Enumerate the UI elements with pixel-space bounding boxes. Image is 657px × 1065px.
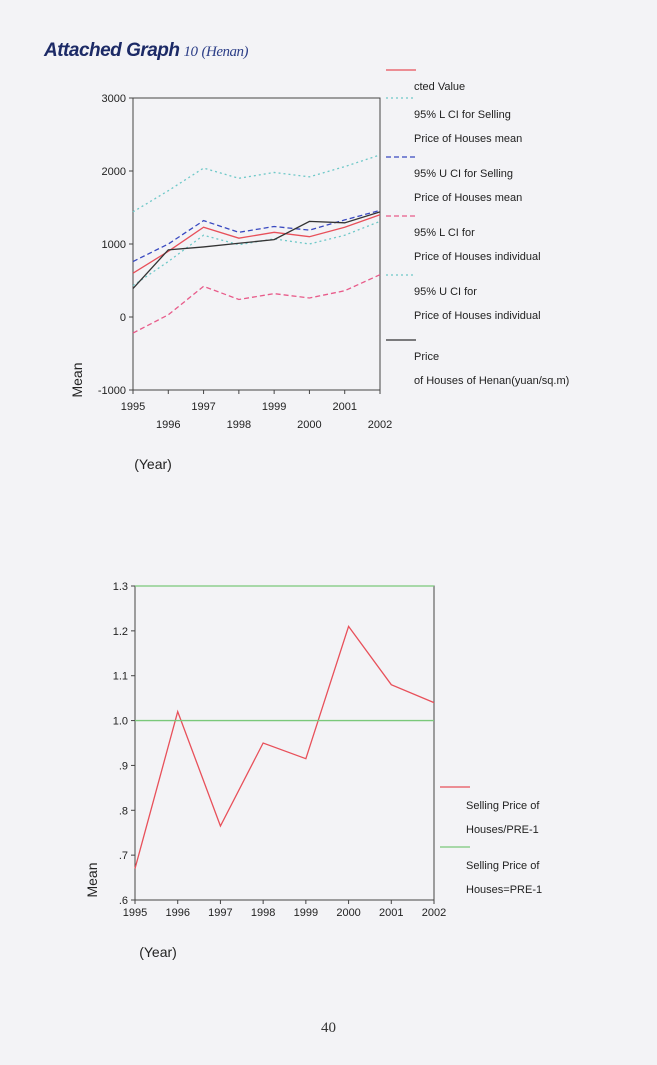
page-number: 40 <box>321 1020 336 1036</box>
page-title-region: (Henan) <box>201 44 249 60</box>
chart2-x-tick-label: 1999 <box>293 907 319 919</box>
chart1-legend-label-2: 95% L CI for Selling <box>414 109 511 121</box>
chart1-x-tick-label: 2002 <box>367 419 393 431</box>
chart1-x-tick-label: 1998 <box>226 419 252 431</box>
chart1-x-tick-label: 2000 <box>297 419 322 431</box>
chart1-x-tick-label: 1995 <box>120 401 146 413</box>
chart2-x-tick-label: 2002 <box>421 907 447 919</box>
chart1-legend-label-4: Price of Houses individual <box>414 251 541 263</box>
page-title-number: 10 <box>183 44 198 60</box>
chart2-x-tick-label: 1995 <box>122 907 148 919</box>
chart2-series-line-1 <box>135 626 434 868</box>
chart1-series-line-6 <box>133 212 380 289</box>
chart1-legend-label-6: of Houses of Henan(yuan/sq.m) <box>414 375 570 387</box>
chart1-legend-label-4: 95% L CI for <box>414 227 475 239</box>
chart2-y-tick-label: .7 <box>118 850 128 863</box>
chart1-y-tick-label: 0 <box>119 312 126 324</box>
chart1-y-tick-label: 2000 <box>101 166 126 178</box>
chart1-legend-label-5: 95% U CI for <box>414 286 477 298</box>
chart2-y-tick-label: .8 <box>118 805 128 818</box>
chart1-legend-label-3: Price of Houses mean <box>414 192 523 204</box>
chart1-legend-label-3: 95% U CI for Selling <box>414 168 514 180</box>
chart1-legend-label-6: Price <box>414 351 440 363</box>
chart2-y-tick-label: 1.0 <box>112 715 128 728</box>
chart2-y-tick-label: 1.2 <box>112 625 128 638</box>
chart1-series-line-4 <box>133 275 380 333</box>
chart2-x-tick-label: 2001 <box>379 907 404 919</box>
chart2-y-tick-label: .6 <box>118 895 128 907</box>
chart1-legend-label-5: Price of Houses individual <box>414 310 541 322</box>
chart1-y-tick-label: 1000 <box>101 239 126 251</box>
chart1-series-line-5 <box>133 155 380 212</box>
chart2-y-axis-label: Mean <box>84 862 100 898</box>
page-title-text: Attached Graph <box>44 40 180 61</box>
chart2-plot-frame <box>135 586 434 900</box>
chart2-legend-label-1: Houses/PRE-1 <box>466 824 539 836</box>
chart2-x-tick-label: 1997 <box>208 907 233 919</box>
chart1-x-tick-label: 1996 <box>156 419 181 431</box>
chart1-legend-label-1: cted Value <box>414 81 466 93</box>
chart1-series-line-1 <box>133 215 380 273</box>
chart2-legend-label-1: Selling Price of <box>466 800 540 812</box>
chart2-x-axis-label: (Year) <box>139 944 177 960</box>
chart1-y-tick-label: 3000 <box>101 93 126 105</box>
chart1-x-tick-label: 1997 <box>191 401 216 413</box>
chart1-x-tick-label: 1999 <box>261 401 287 413</box>
chart1-series-line-3 <box>133 210 380 261</box>
chart2-x-tick-label: 2000 <box>336 907 361 919</box>
chart2-y-tick-label: 1.1 <box>112 670 128 683</box>
chart2-x-tick-label: 1996 <box>165 907 190 919</box>
chart1-x-tick-label: 2001 <box>332 401 357 413</box>
chart2-legend-label-2: Selling Price of <box>466 860 540 872</box>
chart1-y-tick-label: -1000 <box>97 385 126 397</box>
chart2-y-tick-label: 1.3 <box>112 581 128 593</box>
chart2-y-tick-label: .9 <box>118 760 128 773</box>
chart2-x-tick-label: 1998 <box>250 907 276 919</box>
chart1-series-line-2 <box>133 221 380 285</box>
chart1-legend-label-2: Price of Houses mean <box>414 133 523 145</box>
chart1-x-axis-label: (Year) <box>134 456 172 472</box>
chart2-legend-label-2: Houses=PRE-1 <box>466 884 543 896</box>
chart1-y-axis-label: Mean <box>69 362 85 398</box>
chart1-plot-frame <box>133 98 380 390</box>
